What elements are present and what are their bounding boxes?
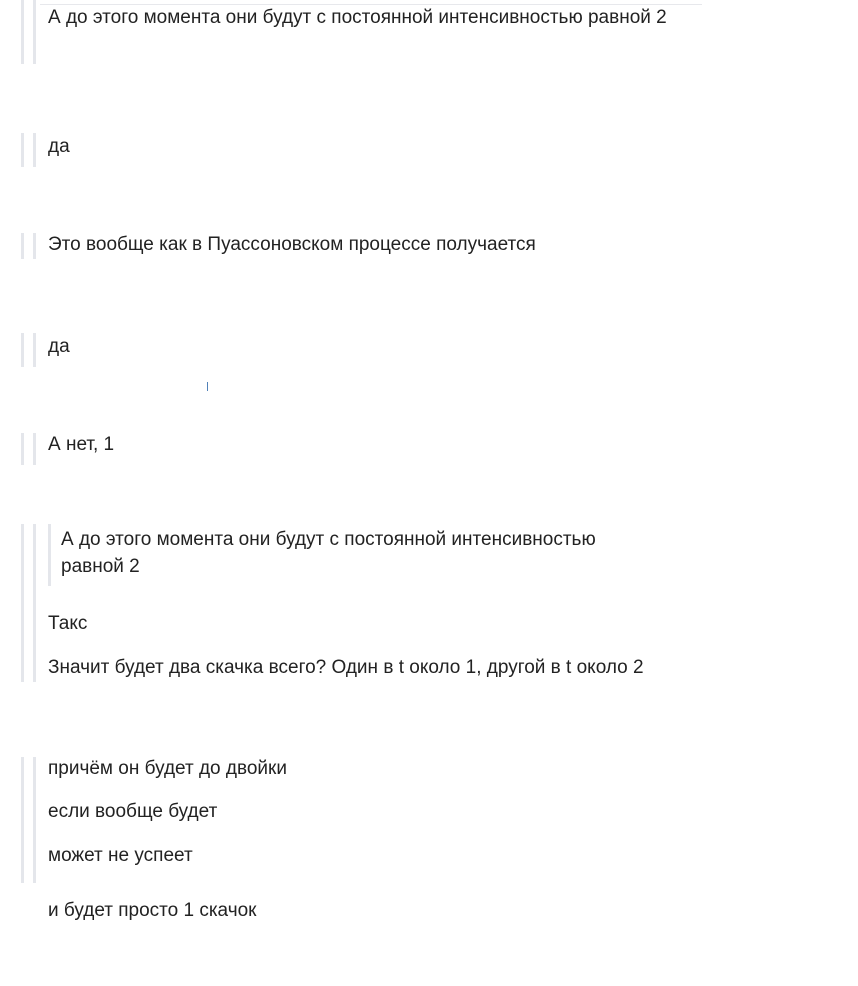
message-block (20, 233, 700, 259)
message-block (20, 757, 700, 883)
quote-bar (48, 524, 51, 586)
message-block (20, 897, 700, 927)
message-marker (20, 0, 38, 64)
message-text: если вообще будет (48, 801, 218, 822)
message-block (20, 433, 700, 465)
message-text: причём он будет до двойки (48, 758, 287, 779)
text-cursor (207, 382, 208, 391)
message-marker (20, 524, 38, 682)
message-text: может не успеет (48, 845, 193, 866)
message-text: да (48, 136, 70, 157)
message-marker (20, 333, 38, 367)
quoted-message[interactable] (48, 524, 678, 586)
message-marker (20, 433, 38, 465)
message-marker (20, 757, 38, 883)
message-text: Такс (48, 613, 88, 634)
message-text: да (48, 336, 70, 357)
message-text: Это вообще как в Пуассоновском процессе получается (48, 234, 536, 255)
message-text: Значит будет два скачка всего? Один в t около 1, другой в t около 2 (48, 657, 644, 678)
message-marker (20, 233, 38, 259)
message-text: и будет просто 1 скачок (48, 900, 257, 921)
message-block (20, 133, 700, 167)
message-text: А нет, 1 (48, 434, 115, 455)
message-block (20, 524, 700, 682)
message-marker (20, 133, 38, 167)
message-block (20, 333, 700, 367)
message-block (20, 0, 700, 64)
quoted-text: А до этого момента они будут с постоянной интенсивностью равной 2 (61, 529, 596, 577)
message-text: А до этого момента они будут с постоянной интенсивностью равной 2 (48, 7, 667, 28)
